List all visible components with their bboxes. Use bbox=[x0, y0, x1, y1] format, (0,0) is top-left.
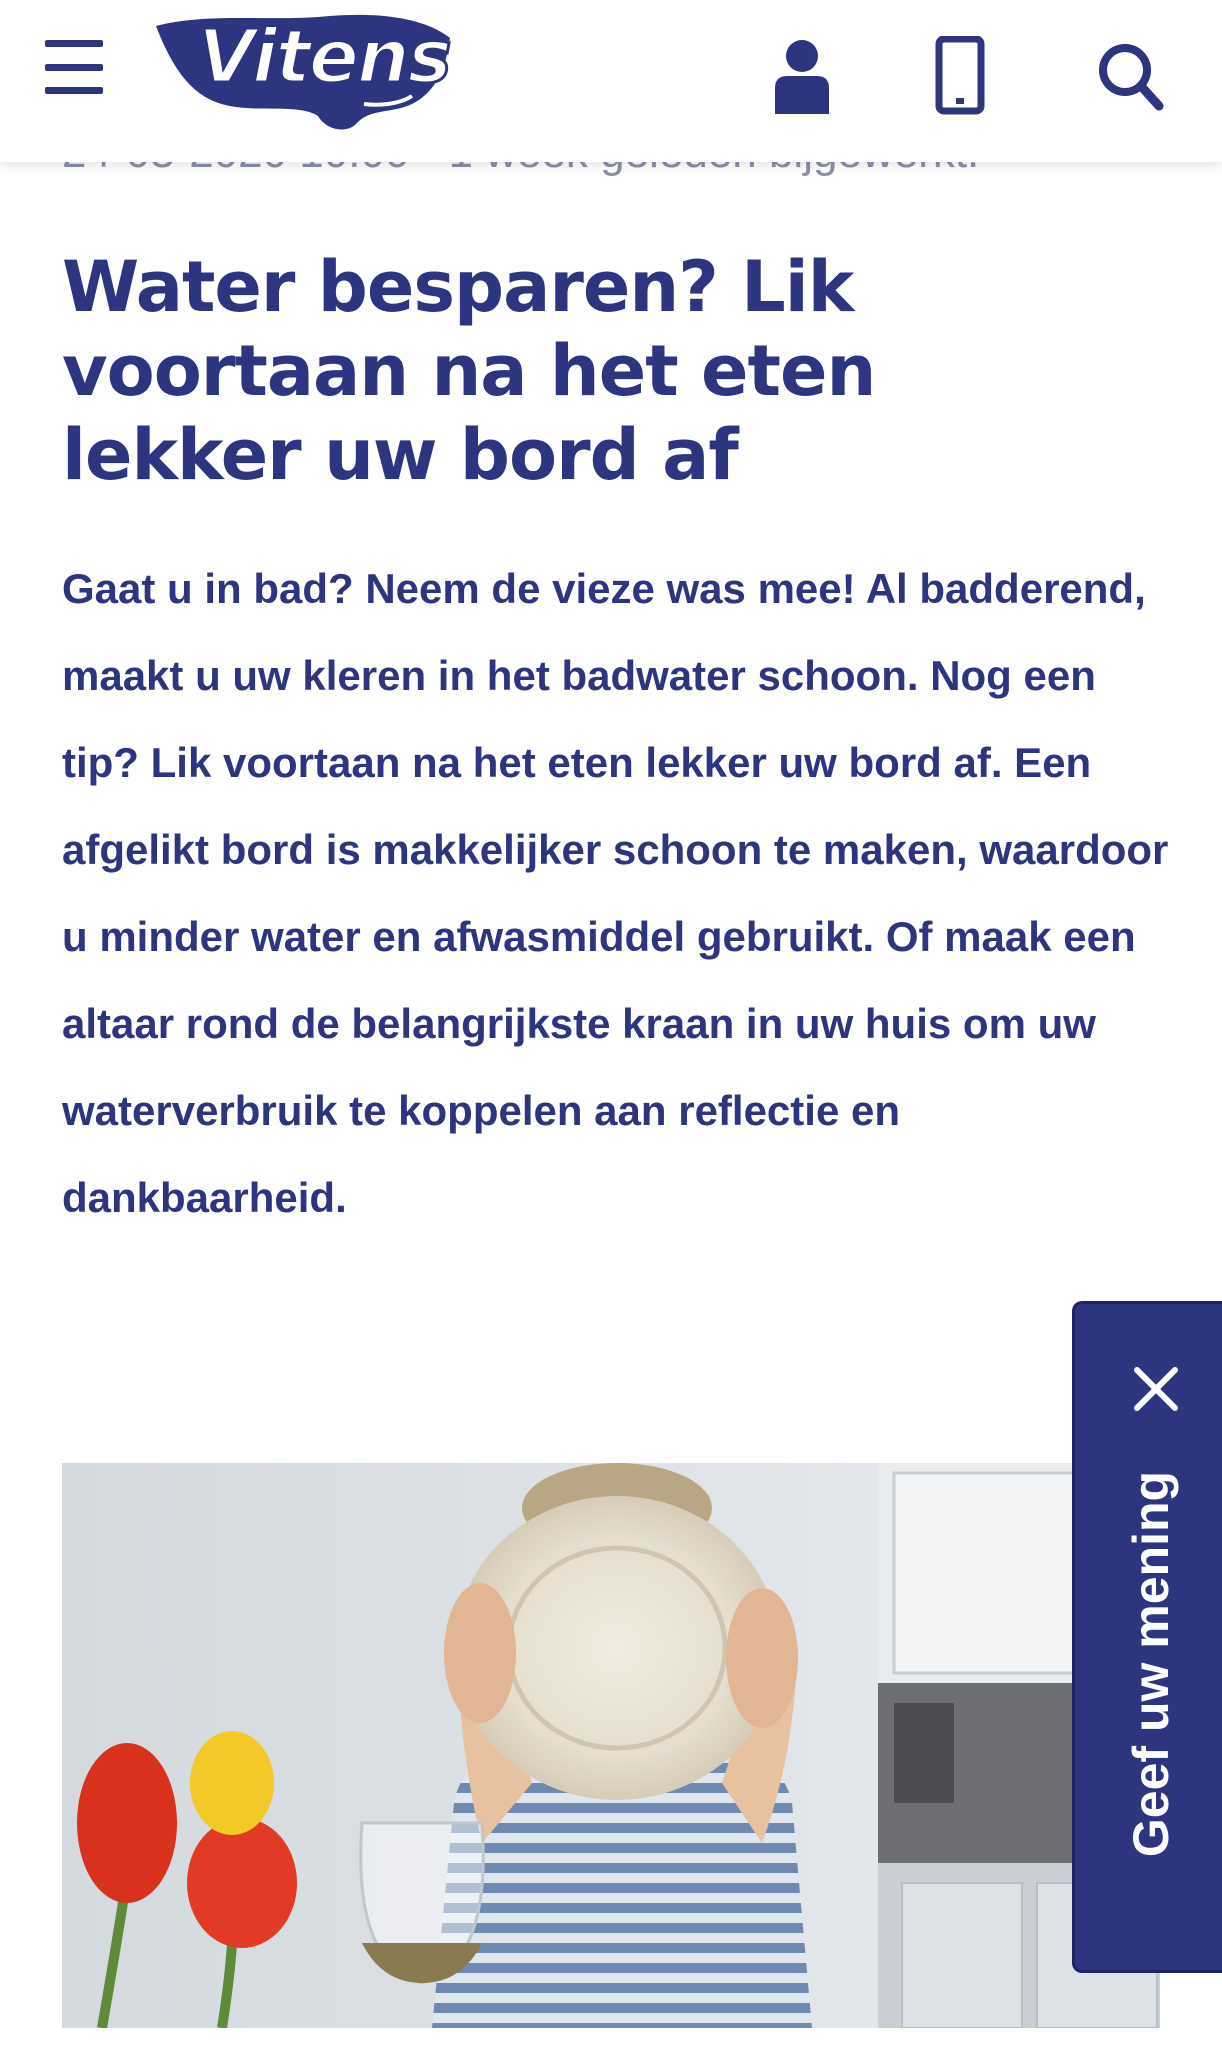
search-icon[interactable] bbox=[1095, 36, 1165, 116]
site-header bbox=[0, 0, 1222, 162]
article-intro: Gaat u in bad? Neem de vieze was mee! Al badderend, maakt u uw kleren in het badwater schoon. Nog een tip? Lik voortaan na het eten lekker uw bord af. Een afgelikt bord is makkelijker schoon te maken, waardoor u minder water en afwasmiddel gebruikt. Of maak een altaar rond de belangrijkste kraan in uw huis om uw waterverbruik te koppelen aan reflectie en dankbaarheid. bbox=[62, 565, 1169, 1221]
hamburger-menu-icon[interactable] bbox=[45, 40, 103, 94]
logo-text: Vitens bbox=[198, 14, 450, 100]
user-icon[interactable] bbox=[767, 36, 837, 116]
close-icon[interactable] bbox=[1133, 1366, 1179, 1412]
feedback-tab[interactable] bbox=[1072, 1301, 1222, 1973]
article-photo bbox=[62, 1463, 1160, 2028]
article-title: Water besparen? Lik voortaan na het eten lekker uw bord af bbox=[62, 246, 876, 496]
feedback-label[interactable]: Geef uw mening bbox=[1123, 1470, 1179, 1858]
mobile-phone-icon[interactable] bbox=[925, 36, 995, 116]
vitens-logo[interactable] bbox=[150, 8, 460, 136]
